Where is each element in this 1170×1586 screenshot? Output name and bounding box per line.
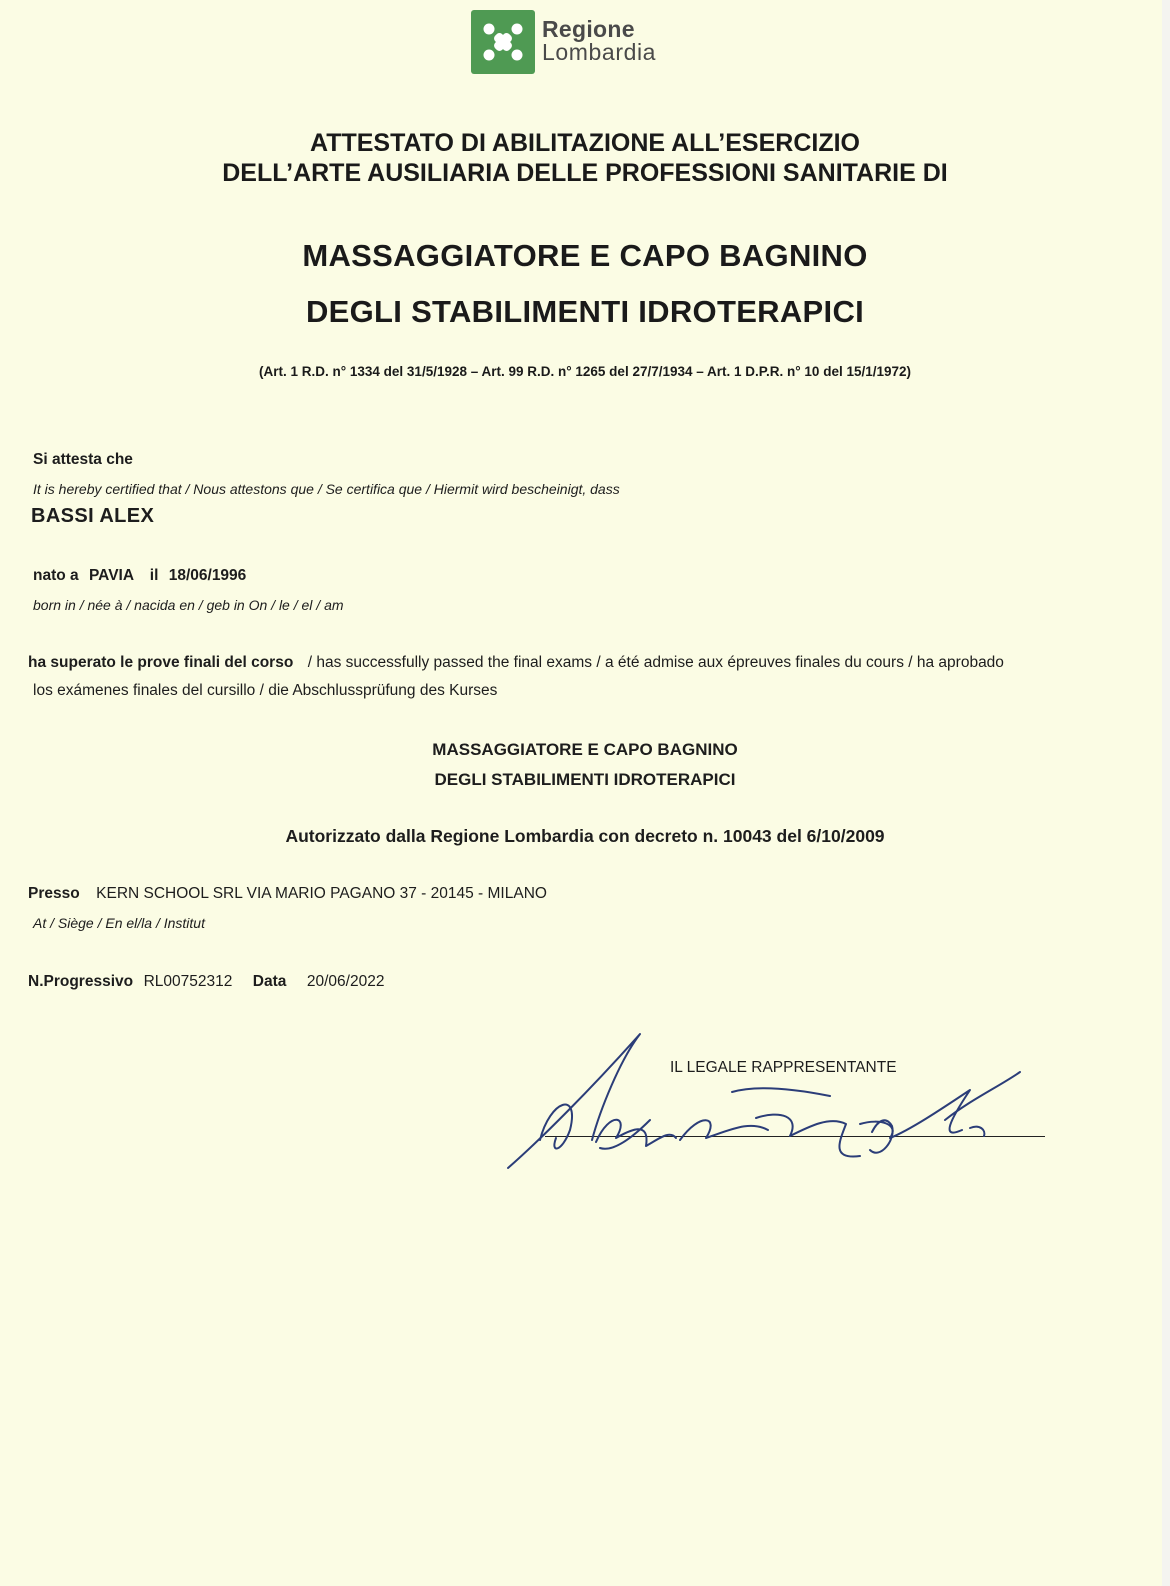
regione-lombardia-logo-icon — [471, 10, 535, 74]
location-line — [28, 885, 547, 903]
birth-translation: born in / née à / nacida en / geb in On / le / el / am — [33, 597, 344, 613]
passed-translation-2: los exámenes finales del cursillo / die Abschlussprüfung des Kurses — [33, 682, 498, 699]
born-date: 18/06/1996 — [168, 567, 247, 584]
course-title-line-2: DEGLI STABILIMENTI IDROTERAPICI — [434, 770, 736, 789]
location-translation: At / Siège / En el/la / Institut — [33, 915, 205, 931]
progressive-value: RL00752312 — [143, 973, 233, 990]
passed-translation-1: / has successfully passed the final exams / a été admise aux épreuves finales du cours / ha aprobado — [307, 654, 1004, 671]
course-title-line-1: MASSAGGIATORE E CAPO BAGNINO — [432, 740, 738, 759]
attest-translation: It is hereby certified that / Nous attestons que / Se certifica que / Hiermit wird bescheinigt, dass — [33, 481, 620, 497]
birth-line — [33, 567, 246, 585]
profession-title-line-2: DEGLI STABILIMENTI IDROTERAPICI — [305, 294, 865, 329]
passed-line-1 — [28, 654, 1004, 672]
page-edge — [1162, 0, 1170, 1586]
location-label: Presso — [28, 885, 80, 902]
authorization-decree: Autorizzato dalla Regione Lombardia con decreto n. 10043 del 6/10/2009 — [285, 826, 885, 846]
legal-references: (Art. 1 R.D. n° 1334 del 31/5/1928 – Art. 99 R.D. n° 1265 del 27/7/1934 – Art. 1 D.P.R. n° 10 del 15/1/1972) — [258, 364, 912, 379]
born-place: PAVIA — [88, 567, 134, 584]
profession-title-line-1: MASSAGGIATORE E CAPO BAGNINO — [302, 238, 868, 273]
handwritten-signature — [500, 1020, 1040, 1180]
signature-title: IL LEGALE RAPPRESENTANTE — [670, 1059, 897, 1076]
location-value: KERN SCHOOL SRL VIA MARIO PAGANO 37 - 20145 - MILANO — [96, 885, 547, 902]
date-value: 20/06/2022 — [306, 973, 385, 990]
attest-label: Si attesta che — [33, 451, 133, 468]
logo-line-2: Lombardia — [542, 39, 657, 65]
certificate-heading-line-2: DELL’ARTE AUSILIARIA DELLE PROFESSIONI SANITARIE DI — [222, 159, 948, 187]
logo-wordmark — [542, 18, 656, 64]
logo-line-1: Regione — [542, 16, 635, 42]
born-on-label: il — [149, 567, 159, 584]
progressive-label: N.Progressivo — [28, 973, 134, 990]
person-name: BASSI ALEX — [31, 505, 155, 527]
passed-label: ha superato le prove finali del corso — [28, 654, 294, 671]
born-label: nato a — [33, 567, 79, 584]
date-label: Data — [252, 973, 287, 990]
record-line — [28, 973, 384, 991]
certificate-heading-line-1: ATTESTATO DI ABILITAZIONE ALL’ESERCIZIO — [310, 129, 860, 157]
